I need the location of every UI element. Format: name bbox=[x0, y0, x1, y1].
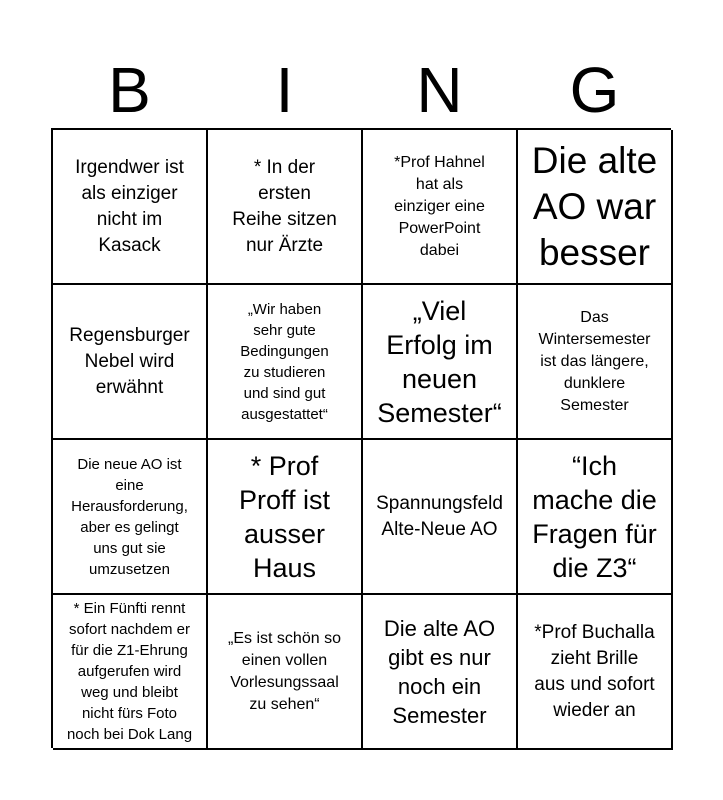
bingo-cell-r2c3[interactable]: „Viel Erfolg im neuen Semester“ bbox=[363, 285, 518, 440]
bingo-cell-r2c2[interactable]: „Wir haben sehr gute Bedingungen zu studieren und sind gut ausgestattet“ bbox=[208, 285, 363, 440]
header-letter-g: G bbox=[569, 54, 620, 126]
bingo-cell-r4c4[interactable]: *Prof Buchalla zieht Brille aus und sofort wieder an bbox=[518, 595, 673, 750]
bingo-cell-r3c2[interactable]: * Prof Proff ist ausser Haus bbox=[208, 440, 363, 595]
bingo-cell-r4c2[interactable]: „Es ist schön so einen vollen Vorlesungssaal zu sehen“ bbox=[208, 595, 363, 750]
header-letter-i: I bbox=[275, 54, 294, 126]
header-letter-b: B bbox=[108, 54, 151, 126]
bingo-cell-r2c4[interactable]: Das Wintersemester ist das längere, dunklere Semester bbox=[518, 285, 673, 440]
bingo-cell-r1c3[interactable]: *Prof Hahnel hat als einziger eine PowerPoint dabei bbox=[363, 130, 518, 285]
bingo-cell-r4c1[interactable]: * Ein Fünfti rennt sofort nachdem er für die Z1-Ehrung aufgerufen wird weg und bleibt nicht fürs Foto noch bei Dok Lang bbox=[53, 595, 208, 750]
bingo-cell-r1c4[interactable]: Die alte AO war besser bbox=[518, 130, 673, 285]
bingo-cell-r4c3[interactable]: Die alte AO gibt es nur noch ein Semester bbox=[363, 595, 518, 750]
bingo-cell-r3c3[interactable]: Spannungsfeld Alte-Neue AO bbox=[363, 440, 518, 595]
bingo-cell-r1c2[interactable]: * In der ersten Reihe sitzen nur Ärzte bbox=[208, 130, 363, 285]
bingo-cell-r1c1[interactable]: Irgendwer ist als einziger nicht im Kasack bbox=[53, 130, 208, 285]
bingo-header bbox=[52, 52, 672, 128]
bingo-cell-r3c4[interactable]: “Ich mache die Fragen für die Z3“ bbox=[518, 440, 673, 595]
bingo-cell-r3c1[interactable]: Die neue AO ist eine Herausforderung, aber es gelingt uns gut sie umzusetzen bbox=[53, 440, 208, 595]
bingo-card-grid bbox=[51, 128, 671, 748]
header-letter-n: N bbox=[416, 54, 463, 126]
bingo-cell-r2c1[interactable]: Regensburger Nebel wird erwähnt bbox=[53, 285, 208, 440]
